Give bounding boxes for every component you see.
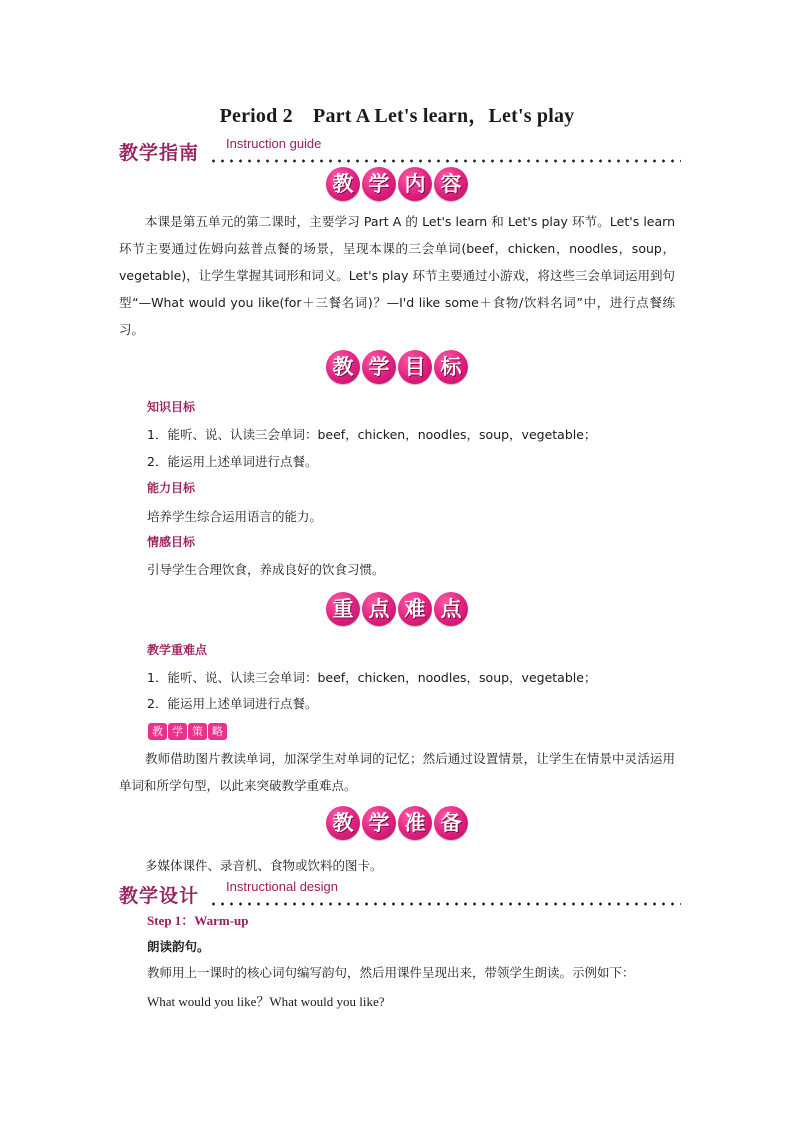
badge-char: 备 bbox=[434, 806, 468, 840]
knowledge-goal-title: 知识目标 bbox=[147, 400, 196, 414]
section-title-en: Instructional design bbox=[226, 879, 339, 894]
step-1-title: Step 1：Warm-up bbox=[147, 913, 249, 928]
teaching-strategy-tag bbox=[148, 720, 228, 737]
emotion-goal-title: 情感目标 bbox=[147, 535, 196, 549]
emotion-goal-text: 引导学生合理饮食，养成良好的饮食习惯。 bbox=[147, 562, 385, 577]
badge-char: 标 bbox=[434, 350, 468, 384]
key-points-title: 教学重难点 bbox=[147, 643, 208, 657]
tag-char: 学 bbox=[168, 723, 187, 740]
knowledge-goal-item: 1．能听、说、认读三会单词：beef，chicken，noodles，soup，vegetable； bbox=[147, 427, 597, 442]
step-1-text: 教师用上一课时的核心词句编写韵句，然后用课件呈现出来，带领学生朗读。示例如下： bbox=[147, 965, 635, 980]
teaching-content-text: 本课是第五单元的第二课时，主要学习 Part A 的 Let's learn 和 Let's play 环节。Let's learn 环节主要通过佐姆向兹普点餐的场景，呈现本课的三会单词(beef，chicken，noodles，soup，vegetable)，让学生掌握其词形和词义。Let's play 环节主要通过小游戏，将这些三会单词运用到句型“—What would you like(for＋三餐名词)？—I'd like some＋食物/饮料名词”中，进行点餐练习。 bbox=[119, 214, 675, 337]
badge-char: 学 bbox=[362, 167, 396, 201]
badge-char: 学 bbox=[362, 350, 396, 384]
ability-goal-title: 能力目标 bbox=[147, 481, 196, 495]
teaching-preparation-badge bbox=[0, 806, 794, 842]
instructional-design-header bbox=[119, 881, 681, 907]
page-title: Period 2 Part A Let's learn，Let's play bbox=[219, 105, 575, 127]
badge-char: 容 bbox=[434, 167, 468, 201]
badge-char: 教 bbox=[326, 350, 360, 384]
badge-char: 重 bbox=[326, 592, 360, 626]
instruction-guide-header bbox=[119, 138, 681, 164]
knowledge-goal-item: 2．能运用上述单词进行点餐。 bbox=[147, 454, 318, 469]
badge-char: 内 bbox=[398, 167, 432, 201]
badge-char: 学 bbox=[362, 806, 396, 840]
key-point-item: 1．能听、说、认读三会单词：beef，chicken，noodles，soup，vegetable； bbox=[147, 670, 597, 685]
section-title-cn: 教学指南 bbox=[119, 142, 200, 164]
badge-char: 教 bbox=[326, 167, 360, 201]
tag-char: 策 bbox=[188, 723, 207, 740]
tag-char: 略 bbox=[208, 723, 227, 740]
teaching-strategy-text: 教师借助图片教读单词，加深学生对单词的记忆；然后通过设置情景，让学生在情景中灵活运用单词和所学句型，以此来突破教学重难点。 bbox=[119, 751, 675, 793]
badge-char: 准 bbox=[398, 806, 432, 840]
step-1-example: What would you like？What would you like? bbox=[147, 994, 385, 1009]
dotted-rule bbox=[209, 159, 681, 163]
section-title-cn: 教学设计 bbox=[119, 885, 200, 907]
ability-goal-text: 培养学生综合运用语言的能力。 bbox=[147, 509, 323, 524]
step-1-subtitle: 朗读韵句。 bbox=[147, 939, 210, 954]
key-point-item: 2．能运用上述单词进行点餐。 bbox=[147, 696, 318, 711]
badge-char: 教 bbox=[326, 806, 360, 840]
badge-char: 点 bbox=[434, 592, 468, 626]
dotted-rule bbox=[209, 902, 681, 906]
key-points-badge bbox=[0, 592, 794, 628]
teaching-content-badge bbox=[0, 167, 794, 203]
section-title-en: Instruction guide bbox=[226, 136, 322, 151]
badge-char: 目 bbox=[398, 350, 432, 384]
teaching-objectives-badge bbox=[0, 350, 794, 386]
tag-char: 教 bbox=[148, 723, 167, 740]
badge-char: 难 bbox=[398, 592, 432, 626]
badge-char: 点 bbox=[362, 592, 396, 626]
teaching-preparation-text: 多媒体课件、录音机、食物或饮料的图卡。 bbox=[145, 858, 383, 873]
